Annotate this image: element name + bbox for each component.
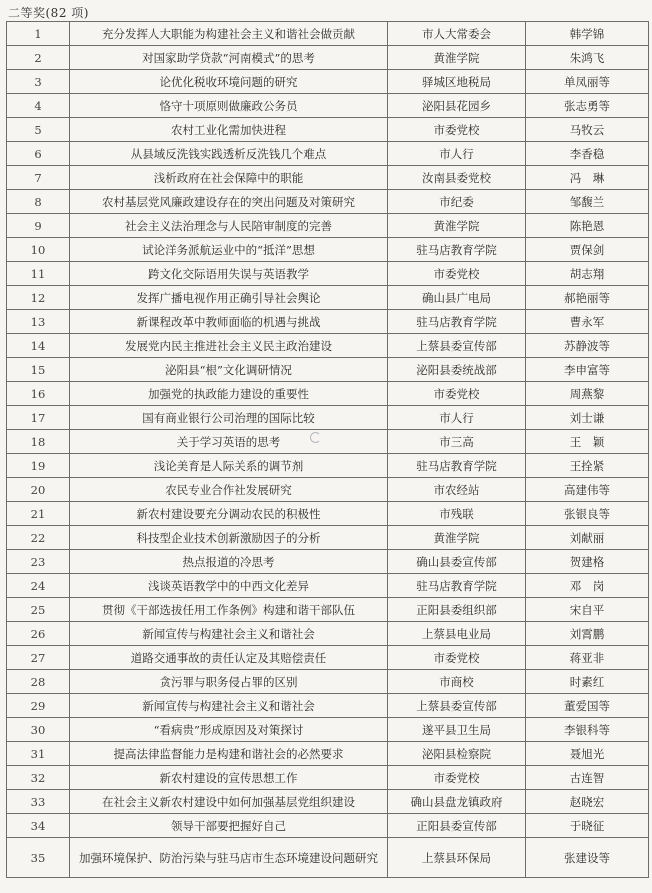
awards-table-body bbox=[7, 22, 649, 878]
table-row bbox=[7, 70, 649, 94]
paper-title: 论优化税收环境问题的研究 bbox=[70, 70, 388, 94]
paper-title: 农村工业化需加快进程 bbox=[70, 118, 388, 142]
table-row bbox=[7, 646, 649, 670]
table-row bbox=[7, 670, 649, 694]
author-unit: 市三高 bbox=[388, 430, 526, 454]
table-row bbox=[7, 742, 649, 766]
paper-title: 关于学习英语的思考 bbox=[70, 430, 388, 454]
table-row bbox=[7, 238, 649, 262]
row-number: 32 bbox=[7, 766, 70, 790]
row-number: 25 bbox=[7, 598, 70, 622]
paper-title: 新农村建设要充分调动农民的积极性 bbox=[70, 502, 388, 526]
paper-title: 农民专业合作社发展研究 bbox=[70, 478, 388, 502]
row-number: 27 bbox=[7, 646, 70, 670]
table-row bbox=[7, 790, 649, 814]
row-number: 13 bbox=[7, 310, 70, 334]
author-unit: 市农经站 bbox=[388, 478, 526, 502]
author-unit: 市商校 bbox=[388, 670, 526, 694]
paper-title: 加强党的执政能力建设的重要性 bbox=[70, 382, 388, 406]
author-unit: 上蔡县电业局 bbox=[388, 622, 526, 646]
author-unit: 市委党校 bbox=[388, 118, 526, 142]
author-name: 王拴紧 bbox=[526, 454, 649, 478]
table-row bbox=[7, 214, 649, 238]
author-name: 于晓征 bbox=[526, 814, 649, 838]
row-number: 5 bbox=[7, 118, 70, 142]
paper-title: 科技型企业技术创新激励因子的分析 bbox=[70, 526, 388, 550]
author-name: 曹永军 bbox=[526, 310, 649, 334]
table-row bbox=[7, 526, 649, 550]
author-name: 邹馥兰 bbox=[526, 190, 649, 214]
table-row bbox=[7, 22, 649, 46]
table-row bbox=[7, 718, 649, 742]
author-name: 单凤丽等 bbox=[526, 70, 649, 94]
author-name: 李银科等 bbox=[526, 718, 649, 742]
author-unit: 驻马店教育学院 bbox=[388, 454, 526, 478]
table-row bbox=[7, 118, 649, 142]
author-name: 赵晓宏 bbox=[526, 790, 649, 814]
author-name: 贾保剑 bbox=[526, 238, 649, 262]
row-number: 18 bbox=[7, 430, 70, 454]
author-unit: 市人行 bbox=[388, 142, 526, 166]
author-name: 宋自平 bbox=[526, 598, 649, 622]
table-row bbox=[7, 550, 649, 574]
author-unit: 泌阳县检察院 bbox=[388, 742, 526, 766]
author-name: 贺建格 bbox=[526, 550, 649, 574]
row-number: 10 bbox=[7, 238, 70, 262]
paper-title: 道路交通事故的责任认定及其赔偿责任 bbox=[70, 646, 388, 670]
author-name: 聂旭光 bbox=[526, 742, 649, 766]
author-name: 张建设等 bbox=[526, 838, 649, 878]
author-unit: 市人行 bbox=[388, 406, 526, 430]
table-row bbox=[7, 694, 649, 718]
paper-title: 跨文化交际语用失误与英语教学 bbox=[70, 262, 388, 286]
table-row bbox=[7, 46, 649, 70]
author-unit: 驻马店教育学院 bbox=[388, 574, 526, 598]
section-heading: 二等奖(82 项) bbox=[8, 6, 89, 20]
table-row bbox=[7, 166, 649, 190]
paper-title: 对国家助学贷款“河南模式”的思考 bbox=[70, 46, 388, 70]
author-unit: 市人大常委会 bbox=[388, 22, 526, 46]
author-unit: 驿城区地税局 bbox=[388, 70, 526, 94]
table-row bbox=[7, 454, 649, 478]
paper-title: 加强环境保护、防治污染与驻马店市生态环境建设问题研究 bbox=[70, 838, 388, 878]
author-name: 时素红 bbox=[526, 670, 649, 694]
author-unit: 黄淮学院 bbox=[388, 526, 526, 550]
author-unit: 遂平县卫生局 bbox=[388, 718, 526, 742]
author-name: 韩学锦 bbox=[526, 22, 649, 46]
author-unit: 市委党校 bbox=[388, 646, 526, 670]
row-number: 12 bbox=[7, 286, 70, 310]
row-number: 16 bbox=[7, 382, 70, 406]
row-number: 15 bbox=[7, 358, 70, 382]
row-number: 26 bbox=[7, 622, 70, 646]
author-name: 古连智 bbox=[526, 766, 649, 790]
paper-title: 发挥广播电视作用正确引导社会舆论 bbox=[70, 286, 388, 310]
paper-title: 贪污罪与职务侵占罪的区别 bbox=[70, 670, 388, 694]
author-unit: 黄淮学院 bbox=[388, 214, 526, 238]
row-number: 2 bbox=[7, 46, 70, 70]
author-unit: 市纪委 bbox=[388, 190, 526, 214]
author-name: 刘霄鹏 bbox=[526, 622, 649, 646]
paper-title: 充分发挥人大职能为构建社会主义和谐社会做贡献 bbox=[70, 22, 388, 46]
author-unit: 驻马店教育学院 bbox=[388, 310, 526, 334]
author-unit: 黄淮学院 bbox=[388, 46, 526, 70]
author-unit: 泌阳县花园乡 bbox=[388, 94, 526, 118]
paper-title: 新闻宣传与构建社会主义和谐社会 bbox=[70, 622, 388, 646]
table-row bbox=[7, 310, 649, 334]
author-unit: 确山县盘龙镇政府 bbox=[388, 790, 526, 814]
author-name: 董爱国等 bbox=[526, 694, 649, 718]
author-name: 胡志翔 bbox=[526, 262, 649, 286]
table-row bbox=[7, 574, 649, 598]
paper-title: 热点报道的冷思考 bbox=[70, 550, 388, 574]
author-name: 张银良等 bbox=[526, 502, 649, 526]
author-name: 朱鸿飞 bbox=[526, 46, 649, 70]
paper-title: “看病贵”形成原因及对策探讨 bbox=[70, 718, 388, 742]
paper-title: 农村基层党风廉政建设存在的突出问题及对策研究 bbox=[70, 190, 388, 214]
author-unit: 泌阳县委统战部 bbox=[388, 358, 526, 382]
author-unit: 确山县委宣传部 bbox=[388, 550, 526, 574]
row-number: 33 bbox=[7, 790, 70, 814]
author-unit: 上蔡县委宣传部 bbox=[388, 334, 526, 358]
author-name: 郝艳丽等 bbox=[526, 286, 649, 310]
author-name: 邓 岗 bbox=[526, 574, 649, 598]
author-name: 王 颖 bbox=[526, 430, 649, 454]
row-number: 34 bbox=[7, 814, 70, 838]
table-row bbox=[7, 838, 649, 878]
row-number: 1 bbox=[7, 22, 70, 46]
paper-title: 试论洋务派航运业中的“抵洋”思想 bbox=[70, 238, 388, 262]
table-row bbox=[7, 766, 649, 790]
table-row bbox=[7, 406, 649, 430]
author-name: 刘献丽 bbox=[526, 526, 649, 550]
table-row bbox=[7, 190, 649, 214]
table-row bbox=[7, 94, 649, 118]
author-unit: 汝南县委党校 bbox=[388, 166, 526, 190]
author-unit: 上蔡县环保局 bbox=[388, 838, 526, 878]
row-number: 3 bbox=[7, 70, 70, 94]
row-number: 7 bbox=[7, 166, 70, 190]
paper-title: 新课程改革中教师面临的机遇与挑战 bbox=[70, 310, 388, 334]
paper-title: 社会主义法治理念与人民陪审制度的完善 bbox=[70, 214, 388, 238]
row-number: 6 bbox=[7, 142, 70, 166]
row-number: 31 bbox=[7, 742, 70, 766]
author-unit: 市委党校 bbox=[388, 766, 526, 790]
table-row bbox=[7, 598, 649, 622]
author-name: 冯 琳 bbox=[526, 166, 649, 190]
paper-title: 领导干部要把握好自己 bbox=[70, 814, 388, 838]
paper-title: 浅谈英语教学中的中西文化差异 bbox=[70, 574, 388, 598]
table-row bbox=[7, 286, 649, 310]
author-name: 苏静波等 bbox=[526, 334, 649, 358]
author-name: 陈艳恩 bbox=[526, 214, 649, 238]
paper-title: 从县域反洗钱实践透析反洗钱几个难点 bbox=[70, 142, 388, 166]
table-row bbox=[7, 622, 649, 646]
row-number: 19 bbox=[7, 454, 70, 478]
author-unit: 市委党校 bbox=[388, 382, 526, 406]
row-number: 28 bbox=[7, 670, 70, 694]
paper-title: 贯彻《干部选拔任用工作条例》构建和谐干部队伍 bbox=[70, 598, 388, 622]
table-row bbox=[7, 502, 649, 526]
paper-title: 在社会主义新农村建设中如何加强基层党组织建设 bbox=[70, 790, 388, 814]
author-name: 高建伟等 bbox=[526, 478, 649, 502]
table-row bbox=[7, 478, 649, 502]
author-name: 李申富等 bbox=[526, 358, 649, 382]
row-number: 35 bbox=[7, 838, 70, 878]
row-number: 30 bbox=[7, 718, 70, 742]
author-name: 周燕黎 bbox=[526, 382, 649, 406]
table-row bbox=[7, 142, 649, 166]
author-name: 张志勇等 bbox=[526, 94, 649, 118]
row-number: 4 bbox=[7, 94, 70, 118]
row-number: 20 bbox=[7, 478, 70, 502]
table-row bbox=[7, 814, 649, 838]
author-name: 蒋亚非 bbox=[526, 646, 649, 670]
author-name: 李香稳 bbox=[526, 142, 649, 166]
paper-title: 国有商业银行公司治理的国际比较 bbox=[70, 406, 388, 430]
row-number: 23 bbox=[7, 550, 70, 574]
author-name: 马牧云 bbox=[526, 118, 649, 142]
row-number: 14 bbox=[7, 334, 70, 358]
row-number: 22 bbox=[7, 526, 70, 550]
paper-title: 浅析政府在社会保障中的职能 bbox=[70, 166, 388, 190]
author-unit: 确山县广电局 bbox=[388, 286, 526, 310]
row-number: 8 bbox=[7, 190, 70, 214]
paper-title: 发展党内民主推进社会主义民主政治建设 bbox=[70, 334, 388, 358]
paper-title: 提高法律监督能力是构建和谐社会的必然要求 bbox=[70, 742, 388, 766]
author-unit: 市委党校 bbox=[388, 262, 526, 286]
table-row bbox=[7, 382, 649, 406]
paper-title: 浅论美育是人际关系的调节剂 bbox=[70, 454, 388, 478]
author-unit: 正阳县委宣传部 bbox=[388, 814, 526, 838]
row-number: 24 bbox=[7, 574, 70, 598]
author-unit: 正阳县委组织部 bbox=[388, 598, 526, 622]
row-number: 21 bbox=[7, 502, 70, 526]
row-number: 11 bbox=[7, 262, 70, 286]
scan-mark bbox=[310, 432, 321, 443]
author-unit: 驻马店教育学院 bbox=[388, 238, 526, 262]
table-row bbox=[7, 262, 649, 286]
awards-table bbox=[6, 21, 649, 878]
author-name: 刘士谦 bbox=[526, 406, 649, 430]
row-number: 9 bbox=[7, 214, 70, 238]
paper-title: 恪守十项原则做廉政公务员 bbox=[70, 94, 388, 118]
table-row bbox=[7, 358, 649, 382]
table-row bbox=[7, 430, 649, 454]
paper-title: 新闻宣传与构建社会主义和谐社会 bbox=[70, 694, 388, 718]
row-number: 17 bbox=[7, 406, 70, 430]
table-row bbox=[7, 334, 649, 358]
paper-title: 新农村建设的宣传思想工作 bbox=[70, 766, 388, 790]
author-unit: 上蔡县委宣传部 bbox=[388, 694, 526, 718]
paper-title: 泌阳县“根”文化调研情况 bbox=[70, 358, 388, 382]
author-unit: 市残联 bbox=[388, 502, 526, 526]
row-number: 29 bbox=[7, 694, 70, 718]
